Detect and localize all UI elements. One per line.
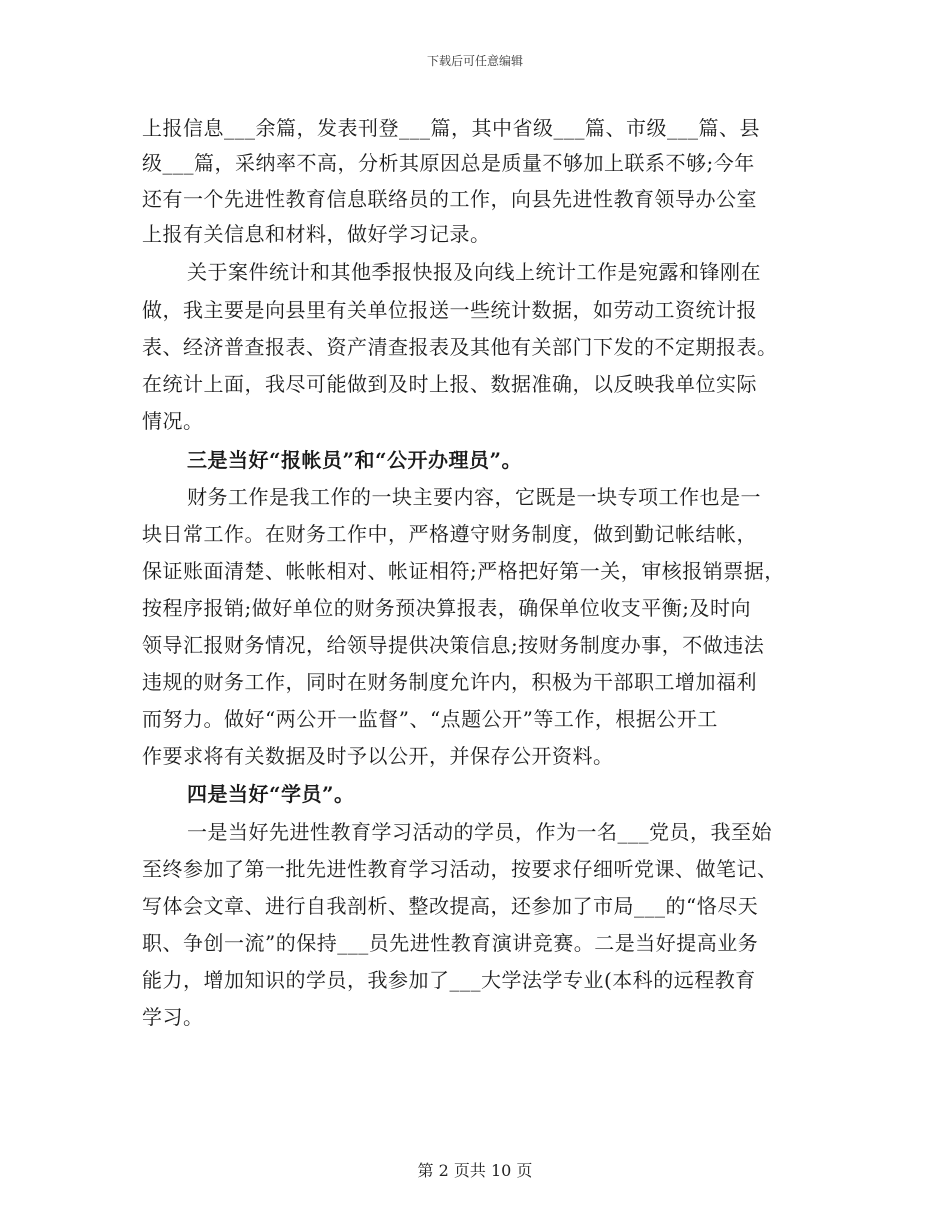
text-line: 块日常工作。在财务工作中，严格遵守财务制度，做到勤记帐结帐， <box>142 522 757 546</box>
text-line: 上报信息___余篇，发表刊登___篇，其中省级___篇、市级___篇、县 <box>142 116 760 140</box>
text-line: 在统计上面，我尽可能做到及时上报、数据准确，以反映我单位实际 <box>142 372 757 396</box>
text-line: 而努力。做好“两公开一监督”、“点题公开”等工作，根据公开工 <box>142 707 718 731</box>
text-line: 按程序报销;做好单位的财务预决算报表，确保单位收支平衡;及时向 <box>142 596 751 620</box>
text-line: 学习。 <box>142 1005 204 1029</box>
text-line: 上报有关信息和材料，做好学习记录。 <box>142 222 491 246</box>
text-line: 至终参加了第一批先进性教育学习活动，按要求仔细听党课、做笔记、 <box>142 857 778 881</box>
text-line: 表、经济普查报表、资产清查报表及其他有关部门下发的不定期报表。 <box>142 335 778 359</box>
text-line: 能力，增加知识的学员，我参加了___大学法学专业(本科的远程教育 <box>142 968 756 992</box>
paragraph-first-line: 财务工作是我工作的一块主要内容，它既是一块专项工作也是一 <box>187 485 761 509</box>
text-line: 级___篇，采纳率不高，分析其原因总是质量不够加上联系不够;今年 <box>142 151 755 175</box>
page-number-footer: 第 2 页共 10 页 <box>417 1161 533 1180</box>
page-header: 下载后可任意编辑 <box>426 54 523 68</box>
text-line: 领导汇报财务情况，给领导提供决策信息;按财务制度办事，不做违法 <box>142 633 765 657</box>
text-line: 职、争创一流”的保持___员先进性教育演讲竞赛。二是当好提高业务 <box>142 931 759 955</box>
text-line: 做，我主要是向县里有关单位报送一些统计数据，如劳动工资统计报 <box>142 298 757 322</box>
text-line: 保证账面清楚、帐帐相对、帐证相符;严格把好第一关，审核报销票据， <box>142 559 785 583</box>
section-heading-four: 四是当好“学员”。 <box>187 782 355 806</box>
paragraph-first-line: 一是当好先进性教育学习活动的学员，作为一名___党员，我至始 <box>187 820 772 844</box>
paragraph-first-line: 关于案件统计和其他季报快报及向线上统计工作是宛露和锋刚在 <box>187 260 761 284</box>
text-line: 作要求将有关数据及时予以公开，并保存公开资料。 <box>142 744 614 768</box>
text-line: 还有一个先进性教育信息联络员的工作，向县先进性教育领导办公室 <box>142 187 757 211</box>
section-heading-three: 三是当好“报帐员”和“公开办理员”。 <box>187 448 523 472</box>
text-line: 违规的财务工作，同时在财务制度允许内，积极为干部职工增加福利 <box>142 670 757 694</box>
text-line: 情况。 <box>142 409 204 433</box>
text-line: 写体会文章、进行自我剖析、整改提高，还参加了市局___的“恪尽天 <box>142 894 759 918</box>
